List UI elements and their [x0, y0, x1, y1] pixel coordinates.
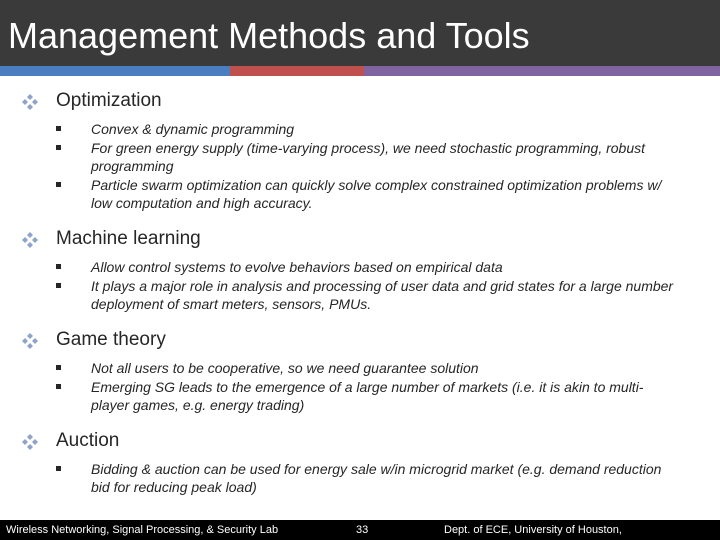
bullet-list [0, 120, 720, 212]
bullet-item [0, 277, 720, 313]
slide-title: Management Methods and Tools [8, 15, 530, 56]
bullet-text: For green energy supply (time-varying process), we need stochastic programming, robust programming [91, 140, 646, 174]
square-bullet-icon [56, 182, 61, 187]
square-bullet-icon [56, 264, 61, 269]
section-game-theory [0, 325, 720, 414]
accent-strip-purple [364, 66, 720, 76]
bullet-item [0, 460, 720, 496]
square-bullet-icon [56, 365, 61, 370]
bullet-item [0, 378, 720, 414]
section-title: Game theory [56, 329, 166, 350]
four-diamond-icon [22, 94, 38, 110]
footer-department: Dept. of ECE, University of Houston, [444, 524, 622, 536]
slide-content [0, 86, 720, 508]
bullet-item [0, 139, 720, 175]
section-title: Machine learning [56, 228, 201, 249]
bullet-text: Bidding & auction can be used for energy sale w/in microgrid market (e.g. demand reduction bid for reducing peak load) [91, 461, 662, 495]
section-auction [0, 426, 720, 496]
square-bullet-icon [56, 384, 61, 389]
section-header [0, 224, 720, 258]
title-bar [0, 0, 720, 66]
footer-bar [0, 520, 720, 540]
four-diamond-icon [22, 232, 38, 248]
section-optimization [0, 86, 720, 212]
bullet-item [0, 176, 720, 212]
bullet-text: Convex & dynamic programming [91, 121, 295, 137]
accent-strip-blue [0, 66, 230, 76]
four-diamond-icon [22, 434, 38, 450]
four-diamond-icon [22, 333, 38, 349]
footer-lab-name: Wireless Networking, Signal Processing, & Security Lab [6, 524, 279, 536]
square-bullet-icon [56, 466, 61, 471]
accent-strip-red [230, 66, 364, 76]
bullet-text: Particle swarm optimization can quickly solve complex constrained optimization problems w/ low computation and high accuracy. [91, 177, 662, 211]
section-header [0, 86, 720, 120]
square-bullet-icon [56, 145, 61, 150]
bullet-text: It plays a major role in analysis and processing of user data and grid states for a large number deployment of smart meters, sensors, PMUs. [91, 278, 674, 312]
section-header [0, 426, 720, 460]
section-machine-learning [0, 224, 720, 313]
bullet-list [0, 258, 720, 313]
bullet-list [0, 460, 720, 496]
bullet-text: Not all users to be cooperative, so we need guarantee solution [91, 360, 479, 376]
square-bullet-icon [56, 283, 61, 288]
page-number: 33 [356, 524, 369, 536]
bullet-item [0, 120, 720, 138]
bullet-list [0, 359, 720, 414]
section-header [0, 325, 720, 359]
bullet-item [0, 359, 720, 377]
bullet-text: Allow control systems to evolve behaviors based on empirical data [91, 259, 503, 275]
bullet-item [0, 258, 720, 276]
square-bullet-icon [56, 126, 61, 131]
section-title: Auction [56, 430, 120, 451]
section-title: Optimization [56, 90, 162, 111]
bullet-text: Emerging SG leads to the emergence of a large number of markets (i.e. it is akin to multi-player games, e.g. energy trading) [91, 379, 644, 413]
